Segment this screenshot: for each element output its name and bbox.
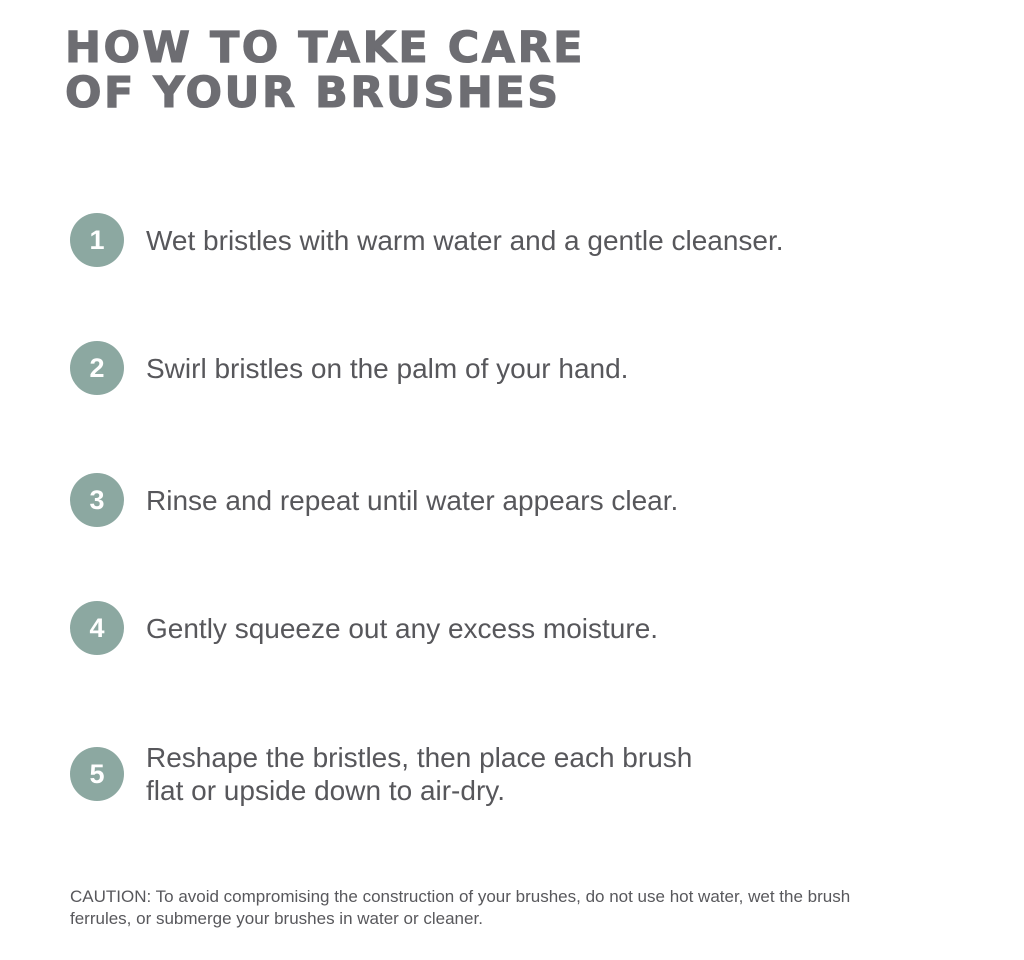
step-4-text <box>146 612 658 645</box>
step-4-text-line: Gently squeeze out any excess moisture. <box>146 612 659 644</box>
step-5-text-line-1: Reshape the bristles, then place each brush <box>146 742 693 773</box>
step-1-number-badge: 1 <box>70 213 124 267</box>
page-title <box>65 23 586 118</box>
step-1 <box>70 213 784 267</box>
step-2 <box>70 341 628 395</box>
step-3-text <box>146 484 678 517</box>
step-2-text-line: Swirl bristles on the palm of your hand. <box>146 352 629 384</box>
step-3 <box>70 473 678 527</box>
step-5-text-line-2: flat or upside down to air-dry. <box>146 775 505 806</box>
page-title-line-2: OF YOUR BRUSHES <box>65 68 561 118</box>
step-2-text <box>146 352 628 385</box>
step-3-number-badge: 3 <box>70 473 124 527</box>
step-1-text <box>146 224 784 257</box>
step-2-number-badge: 2 <box>70 341 124 395</box>
step-5 <box>70 741 692 807</box>
caution-note: CAUTION: To avoid compromising the construction of your brushes, do not use hot water, wet the brush ferrules, or submerge your brushes in water or cleaner. <box>70 887 851 928</box>
step-5-number-badge: 5 <box>70 747 124 801</box>
step-3-text-line: Rinse and repeat until water appears clear. <box>146 484 679 516</box>
step-1-text-line: Wet bristles with warm water and a gentle cleanser. <box>146 224 784 256</box>
step-4 <box>70 601 658 655</box>
step-5-text <box>146 741 692 807</box>
page-title-line-1: HOW TO TAKE CARE <box>65 23 586 73</box>
step-4-number-badge: 4 <box>70 601 124 655</box>
